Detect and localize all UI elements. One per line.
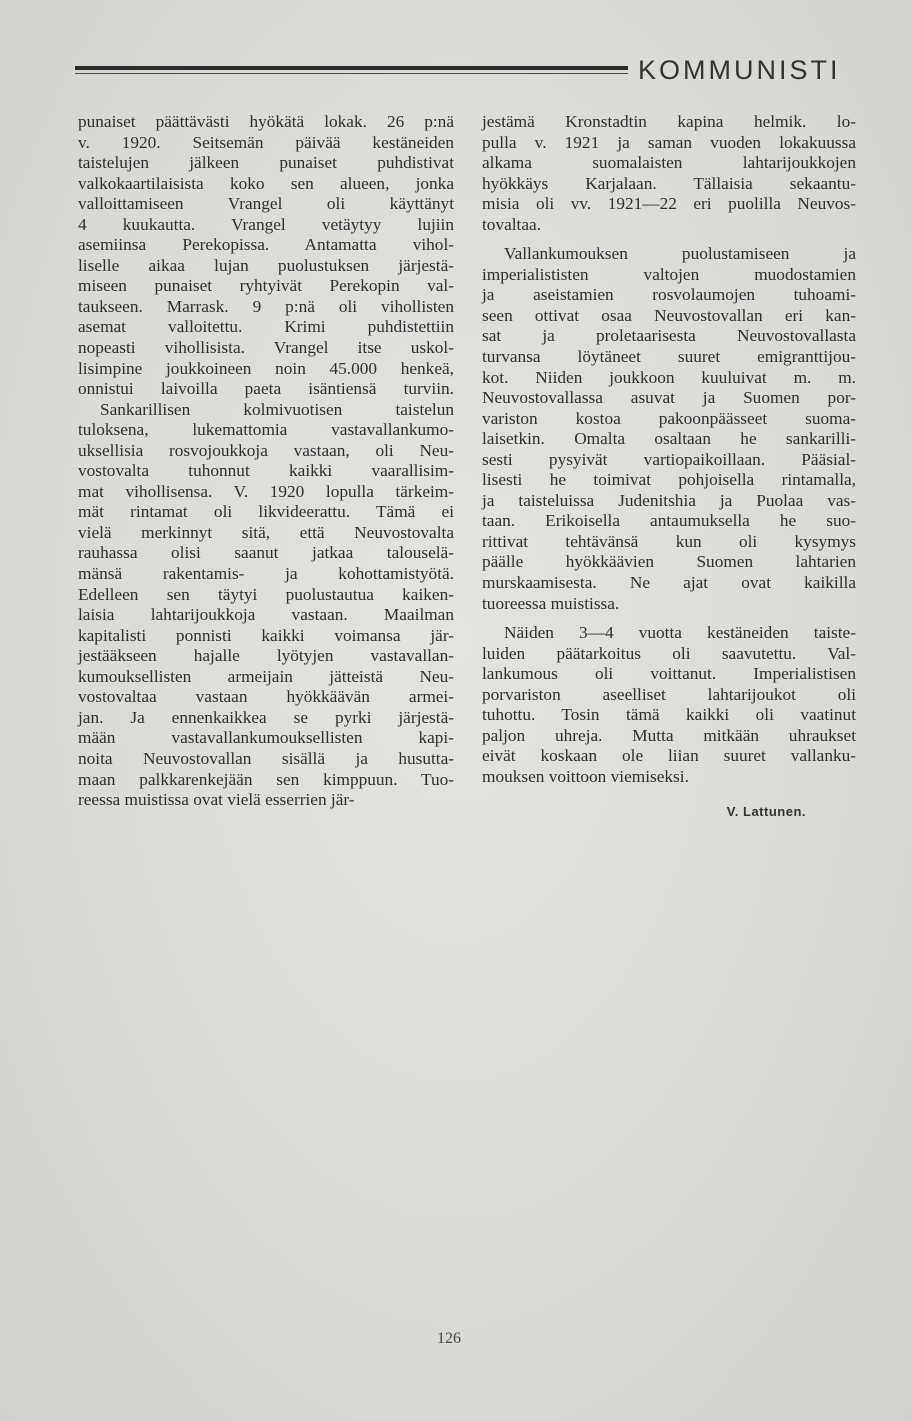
text-line: reessa muistissa ovat vielä esserrien jär- (78, 790, 355, 810)
text-line: variston kostoa pakoonpäässeet suoma- (482, 408, 856, 428)
text-line: jestämä Kronstadtin kapina helmik. lo- (482, 112, 856, 131)
text-line: asemiinsa Perekopissa. Antamatta vihol- (78, 235, 454, 255)
text-line: alkama suomalaisten lahtarijoukkojen (482, 153, 856, 173)
text-line: turvansa löytäneet suuret emigranttijou- (482, 347, 856, 367)
text-line: liselle aikaa lujan puolustuksen järjestä- (78, 255, 454, 275)
text-line: mänsä rakentamis- ja kohottamistyötä. (78, 564, 454, 584)
text-line: lisimpine joukkoineen noin 45.000 henkeä, (78, 358, 454, 378)
text-line: seen ottivat osaa Neuvostovallan eri kan- (482, 305, 856, 325)
text-line: rauhassa olisi saanut jatkaa talouselä- (78, 543, 454, 563)
author-signature: V. Lattunen. (726, 803, 806, 819)
text-line: kumouksellisten armeijain jätteistä Neu- (78, 666, 454, 686)
text-line: miseen punaiset ryhtyivät Perekopin val- (78, 276, 454, 296)
text-line: Neuvostovallassa asuvat ja Suomen por- (482, 388, 856, 408)
text-line: Vallankumouksen puolustamiseen ja (504, 244, 856, 264)
text-line: laisia lahtarijoukkoja vastaan. Maailman (78, 605, 454, 625)
text-line: vostovalta tuhonnut kaikki vaarallisim- (78, 461, 454, 481)
text-line: Edelleen sen täytyi puolustautua kaiken- (78, 584, 454, 604)
text-line: v. 1920. Seitsemän päivää kestäneiden (78, 132, 454, 152)
text-line: Sankarillisen kolmivuotisen taistelun (100, 399, 454, 419)
header-rule (75, 66, 628, 70)
text-line: taan. Erikoisella antaumuksella he suo- (482, 511, 856, 531)
page-number: 126 (437, 1330, 461, 1347)
text-line: mään vastavallankumouksellisten kapi- (78, 728, 454, 748)
text-line: eivät koskaan ole liian suuret vallanku- (482, 746, 856, 766)
text-line: imperialististen valtojen muodostamien (482, 264, 856, 284)
text-line: luiden päätarkoitus oli saavutettu. Val- (482, 643, 856, 663)
text-line: murskaamisesta. Ne ajat ovat kaikilla (482, 573, 856, 593)
text-line: Näiden 3—4 vuotta kestäneiden taiste- (504, 623, 856, 643)
paragraph-gap (482, 235, 856, 244)
text-line: hyökkäys Karjalaan. Tällaisia sekaantu- (482, 173, 856, 193)
paragraph-gap (482, 614, 856, 623)
text-line: lankumous oli voittanut. Imperialistisen (482, 664, 856, 684)
text-line: lisesti he toimivat pohjoisella rintamalla, (482, 470, 856, 490)
text-line: kot. Niiden joukkoon kuuluivat m. m. (482, 367, 856, 387)
text-line: asemat valloitettu. Krimi puhdistettiin (78, 317, 454, 337)
text-line: taukseen. Marrask. 9 p:nä oli vihollisten (78, 296, 454, 316)
text-line: vielä merkinnyt sitä, että Neuvostovalta (78, 522, 454, 542)
text-line: mouksen voittoon viemiseksi. (482, 766, 689, 786)
text-line: jan. Ja ennenkaikkea se pyrki järjestä- (78, 707, 454, 727)
text-line: paljon uhreja. Mutta mitkään uhraukset (482, 725, 856, 745)
text-line: kapitalisti ponnisti kaikki voimansa jär- (78, 625, 454, 645)
right-column (482, 112, 856, 822)
text-line: punaiset päättävästi hyökätä lokak. 26 p:nä (78, 112, 454, 131)
text-line: sesti pysyivät vartiopaikoillaan. Pääsial- (482, 449, 856, 469)
text-line: onnistui laivoilla paeta isäntiensä turviin. (78, 379, 454, 399)
text-line: valkokaartilaisista koko sen alueen, jonka (78, 173, 454, 193)
header-rule-thin (75, 73, 628, 74)
left-column (78, 112, 454, 811)
text-line: rittivat tehtävänsä kun oli kysymys (482, 531, 856, 551)
text-line: tuloksena, lukemattomia vastavallankumo- (78, 420, 454, 440)
text-line: misia oli vv. 1921—22 eri puolilla Neuvos- (482, 194, 856, 214)
text-line: 4 kuukautta. Vrangel vetäytyy lujiin (78, 214, 454, 234)
text-line: mat vihollisensa. V. 1920 lopulla tärkeim- (78, 481, 454, 501)
text-line: vostovaltaa vastaan hyökkäävän armei- (78, 687, 454, 707)
text-line: uksellisia rosvojoukkoja vastaan, oli Neu- (78, 440, 454, 460)
text-line: sat ja proletaarisesta Neuvostovallasta (482, 326, 856, 346)
text-line: tuhottu. Tosin tämä kaikki oli vaatinut (482, 705, 856, 725)
text-line: noita Neuvostovallan sisällä ja husutta- (78, 748, 454, 768)
text-line: mät rintamat oli likvideerattu. Tämä ei (78, 502, 454, 522)
text-line: päälle hyökkäävien Suomen lahtarien (482, 552, 856, 572)
text-line: nopeasti vihollisista. Vrangel itse uskol- (78, 338, 454, 358)
text-line: jestääkseen hajalle lyötyjen vastavallan- (78, 646, 454, 666)
text-line: maan palkkarenkejään sen kimppuun. Tuo- (78, 769, 454, 789)
text-line: ja aseistamien rosvolaumojen tuhoami- (482, 285, 856, 305)
text-line: laisetkin. Omalta osaltaan he sankarilli- (482, 429, 856, 449)
text-line: taistelujen jälkeen punaiset puhdistivat (78, 153, 454, 173)
text-line: porvariston aseelliset lahtarijoukot oli (482, 684, 856, 704)
text-line: pulla v. 1921 ja saman vuoden lokakuussa (482, 132, 856, 152)
text-line: tovaltaa. (482, 214, 542, 234)
masthead-title: KOMMUNISTI (638, 55, 841, 85)
text-line: ja taisteluissa Judenitshia ja Puolaa vas- (482, 490, 856, 510)
text-line: tuoreessa muistissa. (482, 593, 620, 613)
text-line: valloittamiseen Vrangel oli käyttänyt (78, 194, 454, 214)
